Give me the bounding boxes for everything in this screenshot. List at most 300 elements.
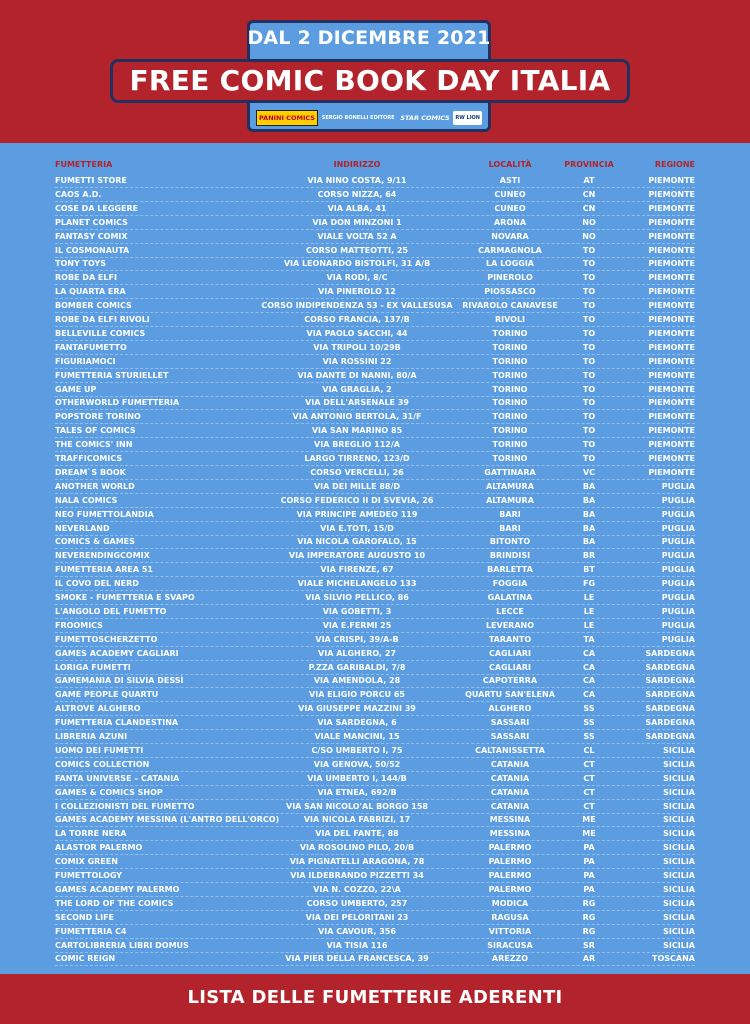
store-address: VIA GRAGLIA, 2 — [322, 384, 392, 394]
store-region: SICILIA — [663, 940, 695, 950]
store-address: VIA UMBERTO I, 144/B — [307, 773, 407, 783]
store-region: PIEMONTE — [648, 426, 695, 436]
store-address: VIA IMPERATORE AUGUSTO 10 — [288, 551, 426, 561]
store-province: AT — [583, 176, 595, 185]
row-divider — [55, 423, 695, 424]
store-locality: LECCE — [496, 606, 524, 616]
store-name: ROBE DA ELFI RIVOLI — [55, 315, 150, 324]
store-address: VIA ELIGIO PORCU 65 — [309, 690, 405, 700]
store-name: IL COVO DEL NERD — [55, 579, 139, 589]
store-name: IL COSMONAUTA — [55, 245, 130, 255]
store-locality: MESSINA — [489, 815, 531, 825]
column-header-province: PROVINCIA — [564, 160, 614, 169]
store-locality: RAGUSA — [491, 912, 529, 922]
store-province: CN — [582, 189, 596, 199]
row-divider — [55, 548, 695, 549]
row-divider — [55, 729, 695, 730]
column-header-name: FUMETTERIA — [55, 160, 113, 169]
store-locality: LEVERANO — [485, 620, 535, 630]
store-province: RG — [582, 912, 596, 922]
store-name: FUMETTERIA AREA 51 — [55, 565, 153, 575]
row-divider — [55, 312, 695, 313]
column-header-locality: LOCALITÀ — [488, 160, 532, 169]
store-locality: CAGLIARI — [488, 648, 532, 658]
store-name: TALES OF COMICS — [55, 426, 136, 436]
store-province: PA — [583, 843, 595, 853]
table-row — [0, 272, 750, 286]
store-province: BA — [582, 509, 596, 519]
table-row — [0, 509, 750, 523]
table-row — [0, 397, 750, 411]
store-address: VIA DANTE DI NANNI, 80/A — [297, 370, 417, 380]
rw-lion-logo: RW LION — [453, 111, 482, 125]
store-address: P.ZZA GARIBALDI, 7/8 — [308, 662, 406, 672]
row-divider — [55, 938, 695, 939]
store-locality: CARMAGNOLA — [478, 245, 542, 255]
store-region: SARDEGNA — [645, 718, 695, 728]
store-name: SECOND LIFE — [55, 912, 115, 922]
store-name: GAMEMANIA DI SILVIA DESSÌ — [55, 676, 184, 686]
page-title: FREE COMIC BOOK DAY ITALIA — [129, 64, 611, 97]
store-address: VIA PAOLO SACCHI, 44 — [306, 328, 408, 338]
store-address: VIA TRIPOLI 10/29B — [313, 342, 401, 352]
row-divider — [55, 326, 695, 327]
store-region: PUGLIA — [661, 634, 695, 644]
store-province: SS — [583, 704, 595, 714]
table-row — [0, 856, 750, 870]
store-region: PUGLIA — [661, 620, 695, 630]
store-province: LE — [583, 593, 595, 602]
store-address: VIA DON MINZONI 1 — [312, 217, 402, 227]
store-name: FUMETTERIA CLANDESTINA — [55, 718, 179, 728]
store-locality: TORINO — [492, 356, 528, 366]
store-name: THE LORD OF THE COMICS — [55, 898, 174, 908]
store-region: PIEMONTE — [648, 259, 695, 269]
row-divider — [55, 382, 695, 383]
store-address: VIA DEL FANTE, 88 — [315, 829, 399, 839]
store-address: CORSO UMBERTO, 257 — [306, 898, 408, 908]
store-address: VIA PIGNATELLI ARAGONA, 78 — [289, 857, 425, 867]
store-locality: PIOSSASCO — [484, 287, 536, 297]
row-divider — [55, 479, 695, 480]
store-locality: CAGLIARI — [488, 662, 532, 672]
row-divider — [55, 437, 695, 438]
row-divider — [55, 215, 695, 216]
store-province: TO — [582, 273, 596, 283]
store-locality: BITONTO — [489, 537, 531, 547]
row-divider — [55, 604, 695, 605]
store-locality: PALERMO — [488, 884, 532, 894]
store-region: PIEMONTE — [648, 398, 695, 408]
store-name: FUMETTOSCHERZETTO — [55, 634, 158, 644]
store-address: VIA LEONARDO BISTOLFI, 31 A/B — [283, 259, 431, 269]
table-row — [0, 703, 750, 717]
row-divider — [55, 757, 695, 758]
store-name: FUMETTOLOGY — [55, 871, 123, 880]
table-row — [0, 536, 750, 550]
store-province: PA — [583, 871, 595, 880]
store-province: TO — [582, 342, 596, 352]
star-comics-logo: STAR COMICS — [400, 114, 450, 122]
store-region: SARDEGNA — [645, 690, 695, 700]
store-locality: TORINO — [492, 454, 528, 463]
store-province: ME — [582, 815, 596, 825]
store-name: LA TORRE NERA — [55, 829, 127, 839]
row-divider — [55, 298, 695, 299]
store-region: SARDEGNA — [645, 732, 695, 741]
table-row — [0, 175, 750, 189]
row-divider — [55, 201, 695, 202]
store-name: NEO FUMETTOLANDIA — [55, 509, 154, 519]
store-province: PA — [583, 884, 595, 894]
store-address: VIA GOBETTI, 3 — [322, 606, 392, 616]
store-locality: PALERMO — [488, 857, 532, 867]
table-row — [0, 300, 750, 314]
store-locality: CATANIA — [490, 759, 530, 769]
store-address: CORSO FEDERICO II DI SVEVIA, 26 — [280, 495, 434, 505]
row-divider — [55, 243, 695, 244]
row-divider — [55, 826, 695, 827]
store-name: NEVERENDINGCOMIX — [55, 551, 150, 561]
store-name: I COLLEZIONISTI DEL FUMETTO — [55, 801, 195, 811]
store-address: VIA ALGHERO, 27 — [318, 648, 396, 658]
table-row — [0, 926, 750, 940]
row-divider — [55, 799, 695, 800]
store-province: TO — [582, 370, 596, 380]
table-row — [0, 773, 750, 787]
store-name: CAOS A.D. — [55, 189, 102, 199]
store-province: TO — [582, 426, 596, 436]
table-row — [0, 439, 750, 453]
store-region: PIEMONTE — [648, 217, 695, 227]
store-locality: NOVARA — [491, 231, 529, 241]
store-address: VIA PRINCIPE AMEDEO 119 — [296, 509, 418, 519]
store-region: PIEMONTE — [648, 301, 695, 311]
store-locality: TORINO — [492, 328, 528, 338]
store-name: FIGURIAMOCI — [55, 356, 116, 366]
store-locality: SIRACUSA — [487, 940, 533, 950]
store-region: PIEMONTE — [648, 440, 695, 450]
store-province: CT — [583, 773, 595, 783]
store-locality: ALTAMURA — [486, 481, 534, 491]
store-address: VIALE VOLTA 52 A — [317, 231, 397, 241]
store-locality: TORINO — [492, 426, 528, 436]
store-region: PIEMONTE — [648, 384, 695, 394]
table-row — [0, 495, 750, 509]
table-row — [0, 356, 750, 370]
store-region: SARDEGNA — [645, 662, 695, 672]
store-province: BA — [582, 523, 596, 533]
store-region: SARDEGNA — [645, 648, 695, 658]
store-locality: GATTINARA — [484, 467, 536, 477]
store-province: LE — [583, 620, 595, 630]
panini-comics-logo: PANINI COMICS — [256, 110, 318, 126]
store-name: TRAFFICOMICS — [55, 454, 123, 463]
store-name: COMICS & GAMES — [55, 537, 135, 547]
store-locality: ASTI — [499, 176, 521, 185]
store-address: VIA AMENDOLA, 28 — [313, 676, 401, 686]
store-province: RG — [582, 926, 596, 936]
row-divider — [55, 687, 695, 688]
store-address: VIA CAVOUR, 356 — [318, 926, 396, 936]
row-divider — [55, 674, 695, 675]
store-name: NALA COMICS — [55, 495, 118, 505]
store-region: SICILIA — [663, 843, 695, 853]
store-province: TO — [582, 384, 596, 394]
store-region: SICILIA — [663, 787, 695, 797]
store-locality: PALERMO — [488, 843, 532, 853]
table-row — [0, 870, 750, 884]
row-divider — [55, 896, 695, 897]
row-divider — [55, 257, 695, 258]
store-address: CORSO FRANCIA, 137/B — [304, 315, 410, 324]
row-divider — [55, 521, 695, 522]
table-row — [0, 231, 750, 245]
store-name: COMIX GREEN — [55, 857, 118, 867]
row-divider — [55, 701, 695, 702]
store-region: SARDEGNA — [645, 676, 695, 686]
store-locality: BARI — [499, 523, 521, 533]
store-region: SICILIA — [663, 773, 695, 783]
store-name: ALASTOR PALERMO — [55, 843, 143, 853]
store-locality: CUNEO — [494, 189, 526, 199]
store-region: PIEMONTE — [648, 287, 695, 297]
store-address: VIA ROSSINI 22 — [322, 356, 392, 366]
table-row — [0, 203, 750, 217]
store-region: SICILIA — [663, 926, 695, 936]
store-region: PUGLIA — [661, 551, 695, 561]
store-region: PIEMONTE — [648, 370, 695, 380]
store-locality: ALTAMURA — [486, 495, 534, 505]
row-divider — [55, 354, 695, 355]
store-locality: TORINO — [492, 440, 528, 450]
row-divider — [55, 646, 695, 647]
table-row — [0, 217, 750, 231]
store-province: TO — [582, 259, 596, 269]
store-address: VIALE MICHELANGELO 133 — [297, 579, 417, 589]
store-locality: GALATINA — [487, 593, 533, 602]
store-name: FUMETTERIA STURIELLET — [55, 370, 169, 380]
store-province: TO — [582, 412, 596, 422]
store-locality: FOGGIA — [492, 579, 528, 589]
store-locality: QUARTU SAN'ELENA — [465, 690, 555, 700]
store-province: ME — [582, 829, 596, 839]
row-divider — [55, 396, 695, 397]
store-address: VIA E.TOTI, 15/D — [320, 523, 394, 533]
store-region: SICILIA — [663, 898, 695, 908]
table-row — [0, 370, 750, 384]
store-locality: RIVOLI — [494, 315, 526, 324]
row-divider — [55, 882, 695, 883]
table-row — [0, 912, 750, 926]
store-address: VIA ALBA, 41 — [327, 203, 387, 213]
store-locality: TORINO — [492, 412, 528, 422]
row-divider — [55, 493, 695, 494]
store-name: NEVERLAND — [55, 523, 110, 533]
store-region: SICILIA — [663, 801, 695, 811]
store-name: OTHERWORLD FUMETTERIA — [55, 398, 180, 408]
store-address: VIA NICOLA FABRIZI, 17 — [303, 815, 411, 825]
row-divider — [55, 562, 695, 563]
store-name: DREAM`S BOOK — [55, 467, 126, 477]
store-address: VIA SILVIO PELLICO, 86 — [305, 593, 409, 602]
store-region: SICILIA — [663, 759, 695, 769]
row-divider — [55, 660, 695, 661]
store-locality: ALGHERO — [488, 704, 532, 714]
store-region: PIEMONTE — [648, 245, 695, 255]
table-row — [0, 940, 750, 954]
store-locality: CATANIA — [490, 787, 530, 797]
table-row — [0, 828, 750, 842]
row-divider — [55, 854, 695, 855]
store-province: NO — [582, 217, 596, 227]
store-address: CORSO MATTEOTTI, 25 — [305, 245, 409, 255]
store-name: FUMETTI STORE — [55, 176, 127, 185]
store-locality: CATANIA — [490, 773, 530, 783]
store-region: PIEMONTE — [648, 189, 695, 199]
store-address: VIA GENOVA, 50/52 — [313, 759, 401, 769]
store-address: VIA FIRENZE, 67 — [320, 565, 394, 575]
table-row — [0, 801, 750, 815]
row-divider — [55, 507, 695, 508]
store-name: GAMES ACADEMY PALERMO — [55, 884, 180, 894]
store-locality: SASSARI — [490, 732, 530, 741]
store-province: BA — [582, 537, 596, 547]
row-divider — [55, 785, 695, 786]
row-divider — [55, 868, 695, 869]
table-row — [0, 787, 750, 801]
store-locality: LA LOGGIA — [486, 259, 534, 269]
store-province: TO — [582, 245, 596, 255]
store-province: TO — [582, 301, 596, 311]
store-name: COMICS COLLECTION — [55, 759, 150, 769]
store-address: VIA RODI, 8/C — [326, 273, 388, 283]
publisher-logos — [256, 109, 482, 127]
store-region: SICILIA — [663, 884, 695, 894]
store-province: TO — [582, 398, 596, 408]
row-divider — [55, 465, 695, 466]
row-divider — [55, 270, 695, 271]
store-name: GAMES ACADEMY MESSINA (L'ANTRO DELL'ORCO) — [55, 815, 280, 825]
store-province: SS — [583, 732, 595, 741]
table-row — [0, 189, 750, 203]
store-locality: PINEROLO — [487, 273, 533, 283]
store-region: SICILIA — [663, 912, 695, 922]
store-region: PIEMONTE — [648, 328, 695, 338]
store-region: PIEMONTE — [648, 315, 695, 324]
table-row — [0, 342, 750, 356]
row-divider — [55, 965, 695, 966]
store-locality: TORINO — [492, 398, 528, 408]
store-locality: VITTORIA — [488, 926, 532, 936]
store-address: VIA DEI PELORITANI 23 — [305, 912, 409, 922]
store-name: COSE DA LEGGERE — [55, 203, 139, 213]
store-region: PIEMONTE — [648, 176, 695, 185]
store-address: VIA SAN NICOLO'AL BORGO 158 — [286, 801, 428, 811]
store-name: FANTA UNIVERSE – CATANIA — [55, 773, 180, 783]
store-address: VIA SAN MARINO 85 — [311, 426, 403, 436]
table-row — [0, 689, 750, 703]
store-locality: AREZZO — [491, 954, 529, 964]
store-locality: CUNEO — [494, 203, 526, 213]
table-row — [0, 731, 750, 745]
row-divider — [55, 952, 695, 953]
store-region: SARDEGNA — [645, 704, 695, 714]
store-province: SS — [583, 718, 595, 728]
store-name: POPSTORE TORINO — [55, 412, 141, 422]
store-province: TA — [583, 634, 595, 644]
row-divider — [55, 187, 695, 188]
table-row — [0, 564, 750, 578]
store-name: GAME PEOPLE QUARTU — [55, 690, 159, 700]
table-row — [0, 759, 750, 773]
store-address: VIA SARDEGNA, 6 — [317, 718, 397, 728]
store-province: CN — [582, 203, 596, 213]
store-address: VIA DELL'ARSENALE 39 — [305, 398, 409, 408]
store-region: PIEMONTE — [648, 273, 695, 283]
table-row — [0, 953, 750, 967]
store-address: CORSO NIZZA, 64 — [317, 189, 397, 199]
table-row — [0, 425, 750, 439]
store-name: GAMES & COMICS SHOP — [55, 787, 163, 797]
store-address: VIALE MANCINI, 15 — [314, 732, 400, 741]
store-locality: CAPOTERRA — [482, 676, 538, 686]
store-province: CL — [583, 745, 595, 755]
table-row — [0, 245, 750, 259]
store-region: SICILIA — [663, 745, 695, 755]
store-locality: BARI — [499, 509, 521, 519]
store-locality: TORINO — [492, 384, 528, 394]
store-name: ALTROVE ALGHERO — [55, 704, 141, 714]
store-address: VIA ILDEBRANDO PIZZETTI 34 — [290, 871, 424, 880]
table-row — [0, 717, 750, 731]
row-divider — [55, 618, 695, 619]
table-row — [0, 258, 750, 272]
store-province: CT — [583, 801, 595, 811]
store-region: PIEMONTE — [648, 203, 695, 213]
store-region: PUGLIA — [661, 537, 695, 547]
store-address: VIA TISIA 116 — [326, 940, 388, 950]
store-region: PUGLIA — [661, 481, 695, 491]
store-locality: PALERMO — [488, 871, 532, 880]
store-address: VIA DEI MILLE 88/D — [313, 481, 401, 491]
table-row — [0, 745, 750, 759]
store-name: SMOKE - FUMETTERIA E SVAPO — [55, 593, 195, 602]
store-region: SICILIA — [663, 857, 695, 867]
row-divider — [55, 924, 695, 925]
store-region: PIEMONTE — [648, 342, 695, 352]
store-province: NO — [582, 231, 596, 241]
store-address: VIA GIUSEPPE MAZZINI 39 — [298, 704, 416, 714]
row-divider — [55, 340, 695, 341]
store-address: VIA PINEROLO 12 — [318, 287, 396, 297]
store-name: GAME UP — [55, 384, 97, 394]
row-divider — [55, 535, 695, 536]
store-region: PUGLIA — [661, 579, 695, 589]
table-row — [0, 592, 750, 606]
store-address: VIA ROSOLINO PILO, 20/B — [299, 843, 415, 853]
table-row — [0, 648, 750, 662]
store-name: PLANET COMICS — [55, 217, 128, 227]
table-row — [0, 675, 750, 689]
row-divider — [55, 229, 695, 230]
store-name: LA QUARTA ERA — [55, 287, 126, 297]
row-divider — [55, 576, 695, 577]
store-province: BR — [582, 551, 596, 561]
row-divider — [55, 771, 695, 772]
table-row — [0, 620, 750, 634]
store-name: FUMETTERIA C4 — [55, 926, 127, 936]
